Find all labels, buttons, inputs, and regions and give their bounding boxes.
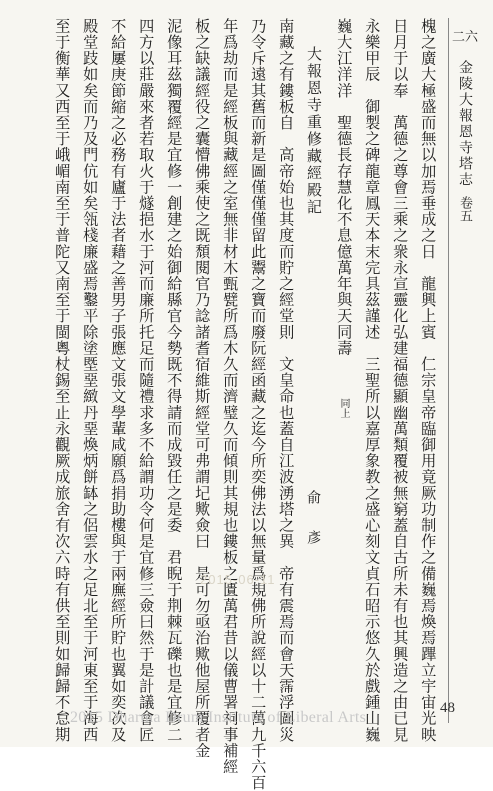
- date-stamp: 2015-06-11: [200, 572, 276, 587]
- text-column-4: 巍大江洋洋 聖德長存慧化不息億萬年與天同壽: [335, 18, 354, 357]
- body-column-4: 板之缺議經役之囊懵佛乘使之既頹閱官乃諗諸耆宿維斯經堂可弗謂圮歟僉曰 是可勿亟治歟他屋所覆者金: [193, 18, 212, 759]
- column-note: 同上: [338, 398, 349, 418]
- article-title: 大報恩寺重修藏經殿記: [305, 46, 323, 216]
- body-column-7: 不給屢庚節縮之必務有廬于法者藉之善男子張應文張文學輩咸願爲捐助樓與于兩廡經所貯也翼如奕次及: [109, 18, 128, 743]
- folio-number: 48: [440, 700, 455, 716]
- body-column-9: 至于衡華又西至于峨嵋南至于普陀又南至于閩粵杖錫至止永觀厥成旅舍有次六時有供至則如歸歸不怠期: [53, 18, 72, 743]
- body-column-1: 南藏之有鏤板自 高帝始也其度而貯之經堂則 文皇命也蓋自江波湧塔之異 帝有震焉而會天霈浮圖災: [277, 18, 296, 743]
- article-author: 俞 彥: [305, 490, 321, 550]
- text-column-2: 日月于以奉 萬德之尊會三乘之衆永宣靈化弘建福德顯幽萬類覆被無窮蓋自古所未有也其興造之由已見: [391, 18, 410, 743]
- text-column-1: 槐之廣大極盛而無以加焉垂成之日 龍興上賓 仁宗皇帝臨御用竟厥功制作之備巍焉煥焉蹕立宇宙光映: [419, 18, 438, 743]
- body-column-5: 泥像耳茲獨覆經是宜修一創建之始御給縣官今勢既不得請而成毀任之是委 君睨于荆棘瓦礫也是宜修二: [165, 18, 184, 743]
- page-header-volume: 卷五: [457, 196, 472, 222]
- body-column-6: 四方以莊嚴來者若取火于燧挹水于河而廉所托足而隨禮求多不給謂功令何是宜修三僉曰然于是計議會匠: [137, 18, 156, 743]
- text-column-3: 永樂甲辰 御製之碑龍章鳳天本末完具茲謹述 三聖所以嘉厚象教之盛心刻文貞石昭示悠久於戲鍾山巍: [363, 18, 382, 743]
- header-rule: [448, 18, 449, 723]
- body-column-2: 乃令斥遠其舊而新是圖僅僅僅留此鬻之寶而廢阮經函藏之迄今所奕佛法以無量爲規佛所說經以十二萬九千六百: [249, 18, 268, 791]
- watermark-footer: 2015 Dharma Drum Institute of Liberal Arts: [70, 709, 367, 726]
- page-header-number: 二六: [452, 30, 479, 45]
- body-column-3: 年爲劫而是經板與藏經之室無非材木甄甓所爲木久而濟璧久而傾則其規也鏤板之匱萬君昔以儀曹署祠事補經: [221, 18, 240, 775]
- page-header-title: 金陵大報恩寺塔志: [457, 60, 473, 188]
- body-column-8: 殿堂跂如矣而乃及門伉如矣瓴棧廉盛焉鑿平除塗塈堊緻丹堊煥炳餅缽之侶雲水之足北至于河東至于海西: [81, 18, 100, 743]
